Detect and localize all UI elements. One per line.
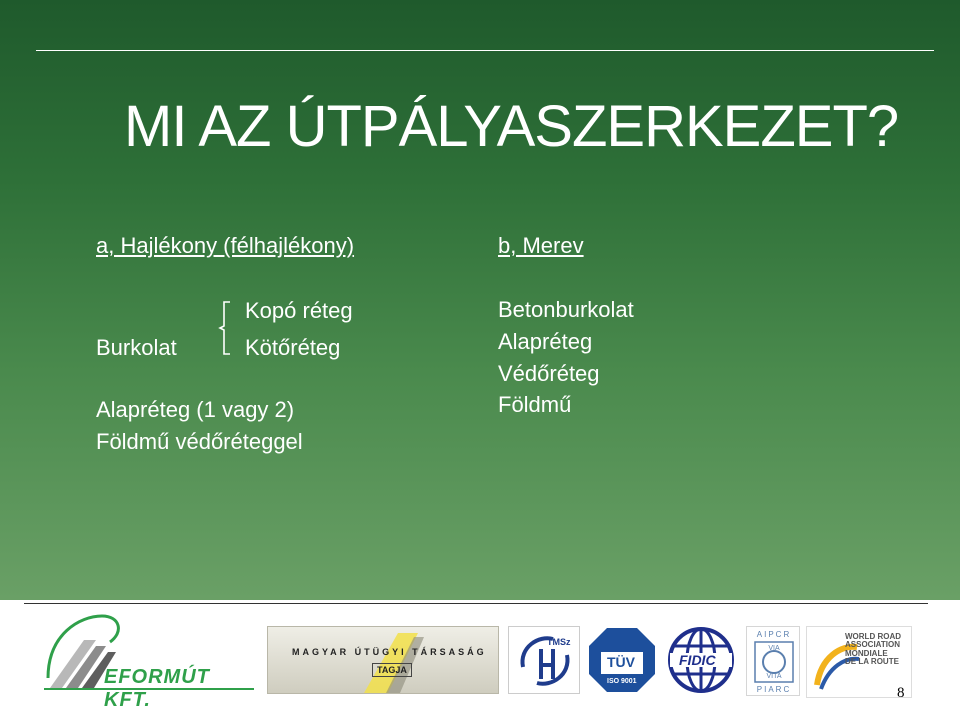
tuv-logo — [587, 626, 657, 694]
fidic-text: FIDIC — [679, 652, 716, 668]
page-title: MI AZ ÚTPÁLYASZERKEZET? — [124, 94, 899, 159]
aipcr-logo — [746, 626, 800, 696]
bottom-divider — [24, 603, 928, 604]
mut-logo — [267, 626, 499, 694]
wra-line: MONDIALE — [845, 648, 888, 658]
right-heading: b, Merev — [498, 233, 584, 258]
wra-text — [845, 633, 901, 667]
piarc-text: PIARC — [756, 685, 792, 694]
reformut-text: EFORMÚT KFT. — [104, 666, 210, 711]
layer-kopo: Kopó réteg — [245, 298, 353, 323]
page-number: 8 — [897, 685, 905, 701]
mut-road-icon — [268, 627, 500, 695]
right-item: Védőréteg — [498, 361, 600, 386]
foldmu-line: Földmű védőréteggel — [96, 429, 303, 454]
tuv-iso: ISO 9001 — [607, 678, 637, 685]
wra-line: ASSOCIATION — [845, 640, 900, 650]
aipcr-via: VIA — [768, 645, 780, 652]
tuv-text: TÜV — [607, 654, 635, 670]
tmsz-logo — [508, 626, 580, 694]
reformut-logo — [40, 612, 258, 711]
tmsz-text: TMSz — [547, 637, 571, 647]
brace-icon — [218, 300, 232, 356]
layer-koto: Kötőréteg — [245, 335, 341, 360]
mut-badge: TAGJA — [372, 663, 412, 677]
alapreteg-line: Alapréteg (1 vagy 2) — [96, 397, 295, 422]
aipcr-text: AIPCR — [756, 630, 792, 639]
burkolat-label: Burkolat — [96, 335, 177, 360]
wra-line: DE LA ROUTE — [845, 657, 899, 667]
left-heading: a, Hajlékony (félhajlékony) — [96, 233, 355, 258]
right-item: Földmű — [498, 392, 572, 417]
fidic-logo — [664, 626, 738, 694]
top-divider — [36, 50, 934, 51]
right-item: Betonburkolat — [498, 297, 634, 322]
wra-line: WORLD ROAD — [845, 632, 901, 641]
mut-title: MAGYAR ÚTÜGYI TÁRSASÁG — [292, 647, 487, 657]
right-item: Alapréteg — [498, 329, 593, 354]
aipcr-vita: VITA — [766, 673, 782, 680]
